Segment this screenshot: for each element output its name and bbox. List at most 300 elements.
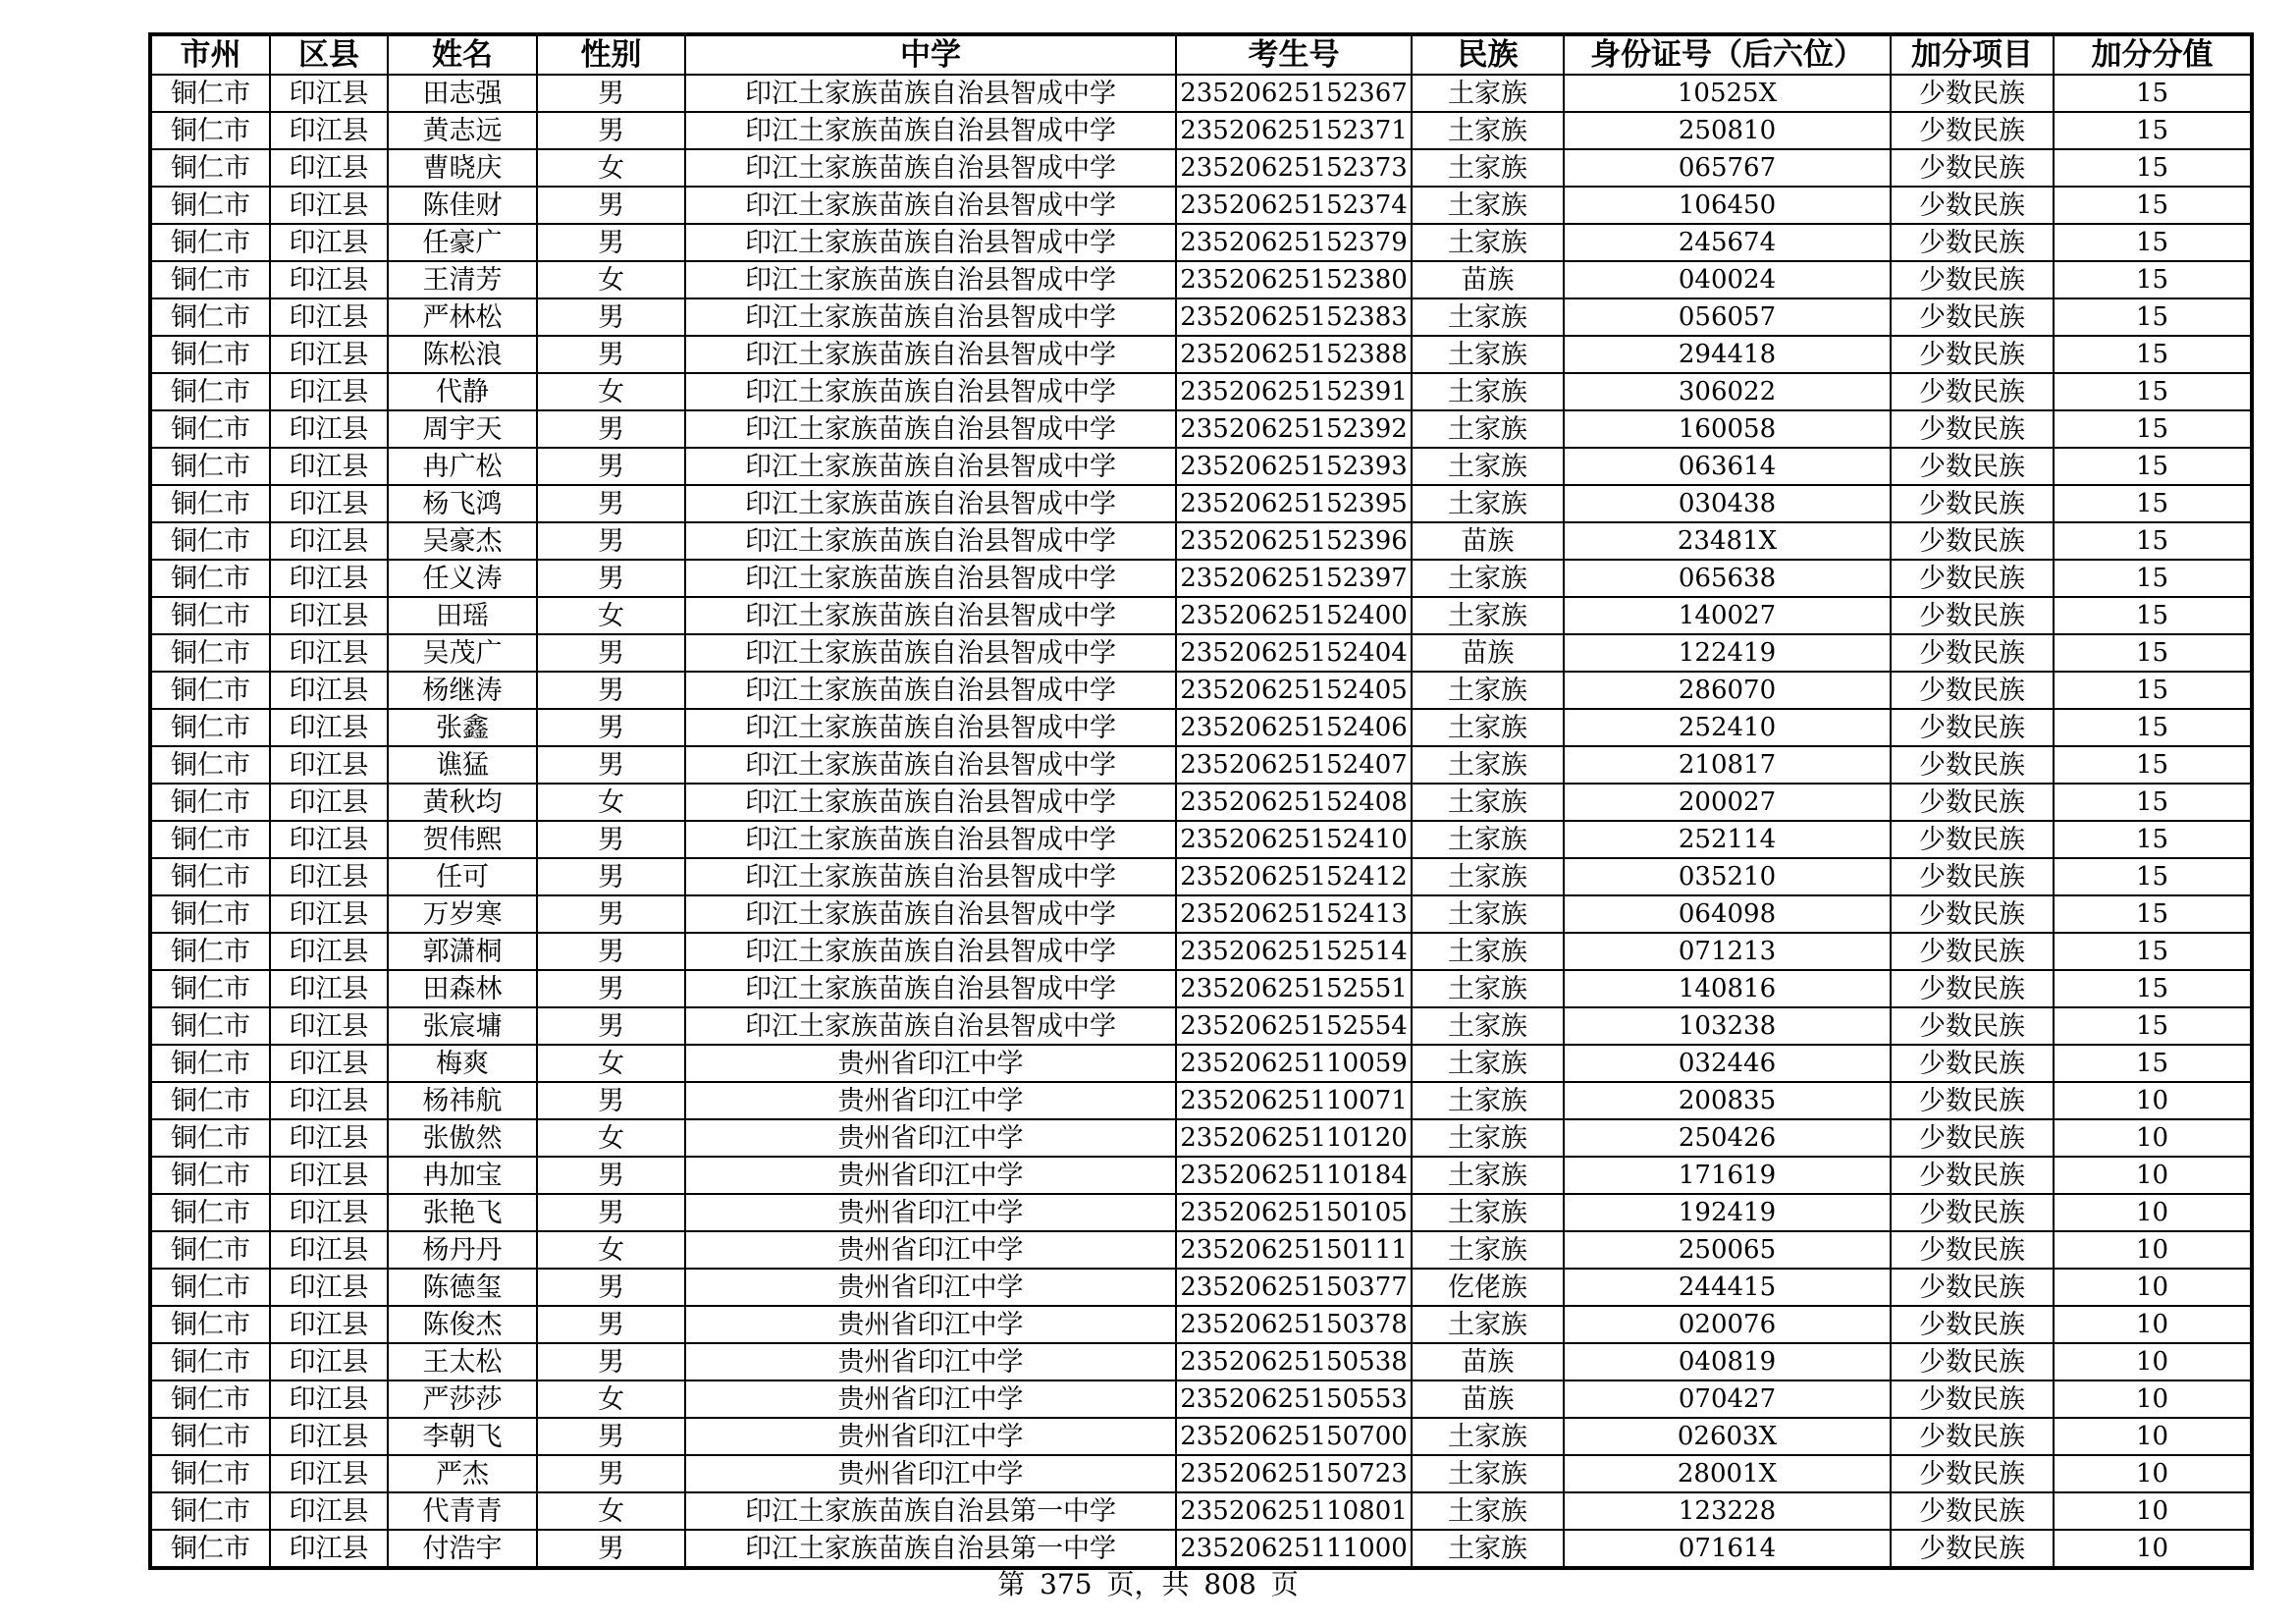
id-last-six-cell: 106450 xyxy=(1564,187,1891,224)
bonus-points-cell: 15 xyxy=(2054,522,2252,560)
bonus-points-cell: 10 xyxy=(2054,1231,2252,1269)
name-cell: 严杰 xyxy=(388,1455,537,1492)
city-cell: 铜仁市 xyxy=(150,1492,270,1530)
bonus-points-cell: 15 xyxy=(2054,1045,2252,1082)
exam-id-cell: 23520625152397 xyxy=(1176,560,1412,597)
gender-cell: 女 xyxy=(537,784,685,821)
gender-cell: 男 xyxy=(537,1007,685,1045)
bonus-points-cell: 10 xyxy=(2054,1492,2252,1530)
exam-id-cell: 23520625152380 xyxy=(1176,261,1412,298)
id-last-six-cell: 056057 xyxy=(1564,298,1891,336)
id-last-six-cell: 020076 xyxy=(1564,1306,1891,1343)
county-cell: 印江县 xyxy=(270,672,388,709)
bonus-points-cell: 15 xyxy=(2054,298,2252,336)
city-cell: 铜仁市 xyxy=(150,410,270,448)
gender-cell: 男 xyxy=(537,1194,685,1231)
city-cell: 铜仁市 xyxy=(150,672,270,709)
exam-id-cell: 23520625152393 xyxy=(1176,448,1412,485)
bonus-points-cell: 10 xyxy=(2054,1380,2252,1418)
gender-cell: 女 xyxy=(537,261,685,298)
school-cell: 印江土家族苗族自治县第一中学 xyxy=(685,1530,1176,1568)
bonus-item-cell: 少数民族 xyxy=(1891,1231,2054,1269)
bonus-points-cell: 10 xyxy=(2054,1418,2252,1455)
name-cell: 冉广松 xyxy=(388,448,537,485)
ethnicity-cell: 土家族 xyxy=(1412,672,1564,709)
name-cell: 张艳飞 xyxy=(388,1194,537,1231)
exam-id-cell: 23520625150538 xyxy=(1176,1343,1412,1380)
name-cell: 杨丹丹 xyxy=(388,1231,537,1269)
exam-id-cell: 23520625152388 xyxy=(1176,336,1412,373)
bonus-item-cell: 少数民族 xyxy=(1891,1380,2054,1418)
bonus-item-cell: 少数民族 xyxy=(1891,1455,2054,1492)
bonus-item-cell: 少数民族 xyxy=(1891,1194,2054,1231)
bonus-item-cell: 少数民族 xyxy=(1891,522,2054,560)
bonus-item-cell: 少数民族 xyxy=(1891,672,2054,709)
county-cell: 印江县 xyxy=(270,1082,388,1119)
bonus-points-cell: 15 xyxy=(2054,895,2252,933)
ethnicity-cell: 土家族 xyxy=(1412,1157,1564,1194)
name-cell: 田瑶 xyxy=(388,597,537,634)
ethnicity-cell: 土家族 xyxy=(1412,75,1564,112)
table-row xyxy=(150,1194,2252,1231)
school-cell: 贵州省印江中学 xyxy=(685,1157,1176,1194)
table-row xyxy=(150,373,2252,410)
table-row xyxy=(150,1045,2252,1082)
county-cell: 印江县 xyxy=(270,112,388,149)
gender-cell: 男 xyxy=(537,933,685,970)
gender-cell: 男 xyxy=(537,1269,685,1306)
ethnicity-cell: 苗族 xyxy=(1412,634,1564,672)
city-cell: 铜仁市 xyxy=(150,187,270,224)
header-bonus-item: 加分项目 xyxy=(1891,34,2054,75)
table-row xyxy=(150,298,2252,336)
county-cell: 印江县 xyxy=(270,1045,388,1082)
city-cell: 铜仁市 xyxy=(150,224,270,261)
bonus-item-cell: 少数民族 xyxy=(1891,597,2054,634)
school-cell: 印江土家族苗族自治县智成中学 xyxy=(685,709,1176,746)
county-cell: 印江县 xyxy=(270,1231,388,1269)
city-cell: 铜仁市 xyxy=(150,746,270,784)
bonus-points-cell: 15 xyxy=(2054,784,2252,821)
name-cell: 严莎莎 xyxy=(388,1380,537,1418)
bonus-points-cell: 15 xyxy=(2054,560,2252,597)
county-cell: 印江县 xyxy=(270,1119,388,1157)
county-cell: 印江县 xyxy=(270,970,388,1007)
exam-id-cell: 23520625150111 xyxy=(1176,1231,1412,1269)
bonus-item-cell: 少数民族 xyxy=(1891,1007,2054,1045)
county-cell: 印江县 xyxy=(270,1343,388,1380)
gender-cell: 男 xyxy=(537,634,685,672)
exam-id-cell: 23520625110120 xyxy=(1176,1119,1412,1157)
name-cell: 任义涛 xyxy=(388,560,537,597)
school-cell: 印江土家族苗族自治县智成中学 xyxy=(685,485,1176,522)
bonus-item-cell: 少数民族 xyxy=(1891,709,2054,746)
table-row xyxy=(150,709,2252,746)
bonus-points-cell: 15 xyxy=(2054,485,2252,522)
gender-cell: 男 xyxy=(537,1530,685,1568)
ethnicity-cell: 土家族 xyxy=(1412,410,1564,448)
table-row xyxy=(150,261,2252,298)
bonus-points-cell: 15 xyxy=(2054,597,2252,634)
city-cell: 铜仁市 xyxy=(150,1269,270,1306)
gender-cell: 男 xyxy=(537,485,685,522)
gender-cell: 男 xyxy=(537,858,685,895)
school-cell: 印江土家族苗族自治县智成中学 xyxy=(685,858,1176,895)
county-cell: 印江县 xyxy=(270,1492,388,1530)
school-cell: 印江土家族苗族自治县智成中学 xyxy=(685,448,1176,485)
name-cell: 陈德玺 xyxy=(388,1269,537,1306)
exam-id-cell: 23520625150378 xyxy=(1176,1306,1412,1343)
city-cell: 铜仁市 xyxy=(150,1082,270,1119)
city-cell: 铜仁市 xyxy=(150,336,270,373)
exam-id-cell: 23520625150553 xyxy=(1176,1380,1412,1418)
id-last-six-cell: 064098 xyxy=(1564,895,1891,933)
gender-cell: 男 xyxy=(537,336,685,373)
header-row xyxy=(150,34,2252,75)
exam-id-cell: 23520625152391 xyxy=(1176,373,1412,410)
id-last-six-cell: 210817 xyxy=(1564,746,1891,784)
bonus-item-cell: 少数民族 xyxy=(1891,485,2054,522)
table-row xyxy=(150,1119,2252,1157)
bonus-points-cell: 10 xyxy=(2054,1269,2252,1306)
ethnicity-cell: 土家族 xyxy=(1412,485,1564,522)
gender-cell: 男 xyxy=(537,821,685,858)
county-cell: 印江县 xyxy=(270,634,388,672)
bonus-points-cell: 15 xyxy=(2054,336,2252,373)
name-cell: 谯猛 xyxy=(388,746,537,784)
gender-cell: 男 xyxy=(537,560,685,597)
table-row xyxy=(150,1231,2252,1269)
city-cell: 铜仁市 xyxy=(150,858,270,895)
exam-id-cell: 23520625152554 xyxy=(1176,1007,1412,1045)
county-cell: 印江县 xyxy=(270,149,388,187)
city-cell: 铜仁市 xyxy=(150,1455,270,1492)
name-cell: 黄志远 xyxy=(388,112,537,149)
id-last-six-cell: 23481X xyxy=(1564,522,1891,560)
ethnicity-cell: 土家族 xyxy=(1412,746,1564,784)
id-last-six-cell: 28001X xyxy=(1564,1455,1891,1492)
header-ethnicity: 民族 xyxy=(1412,34,1564,75)
bonus-item-cell: 少数民族 xyxy=(1891,1119,2054,1157)
bonus-points-cell: 15 xyxy=(2054,224,2252,261)
ethnicity-cell: 苗族 xyxy=(1412,1380,1564,1418)
city-cell: 铜仁市 xyxy=(150,821,270,858)
bonus-points-cell: 15 xyxy=(2054,149,2252,187)
gender-cell: 男 xyxy=(537,522,685,560)
city-cell: 铜仁市 xyxy=(150,112,270,149)
ethnicity-cell: 土家族 xyxy=(1412,1455,1564,1492)
id-last-six-cell: 065767 xyxy=(1564,149,1891,187)
gender-cell: 女 xyxy=(537,1119,685,1157)
bonus-item-cell: 少数民族 xyxy=(1891,1045,2054,1082)
bonus-points-cell: 15 xyxy=(2054,933,2252,970)
school-cell: 印江土家族苗族自治县智成中学 xyxy=(685,895,1176,933)
id-last-six-cell: 250426 xyxy=(1564,1119,1891,1157)
id-last-six-cell: 250810 xyxy=(1564,112,1891,149)
city-cell: 铜仁市 xyxy=(150,1231,270,1269)
header-gender: 性别 xyxy=(537,34,685,75)
exam-id-cell: 23520625152396 xyxy=(1176,522,1412,560)
bonus-item-cell: 少数民族 xyxy=(1891,970,2054,1007)
school-cell: 印江土家族苗族自治县智成中学 xyxy=(685,597,1176,634)
city-cell: 铜仁市 xyxy=(150,970,270,1007)
city-cell: 铜仁市 xyxy=(150,933,270,970)
table-row xyxy=(150,970,2252,1007)
id-last-six-cell: 200835 xyxy=(1564,1082,1891,1119)
name-cell: 陈俊杰 xyxy=(388,1306,537,1343)
city-cell: 铜仁市 xyxy=(150,149,270,187)
school-cell: 贵州省印江中学 xyxy=(685,1306,1176,1343)
school-cell: 印江土家族苗族自治县智成中学 xyxy=(685,746,1176,784)
ethnicity-cell: 土家族 xyxy=(1412,336,1564,373)
school-cell: 贵州省印江中学 xyxy=(685,1380,1176,1418)
bonus-item-cell: 少数民族 xyxy=(1891,336,2054,373)
bonus-item-cell: 少数民族 xyxy=(1891,821,2054,858)
gender-cell: 男 xyxy=(537,1306,685,1343)
exam-id-cell: 23520625110184 xyxy=(1176,1157,1412,1194)
name-cell: 万岁寒 xyxy=(388,895,537,933)
county-cell: 印江县 xyxy=(270,448,388,485)
table-row xyxy=(150,485,2252,522)
gender-cell: 女 xyxy=(537,1380,685,1418)
bonus-item-cell: 少数民族 xyxy=(1891,448,2054,485)
bonus-points-cell: 15 xyxy=(2054,261,2252,298)
exam-id-cell: 23520625152408 xyxy=(1176,784,1412,821)
school-cell: 印江土家族苗族自治县智成中学 xyxy=(685,336,1176,373)
city-cell: 铜仁市 xyxy=(150,1119,270,1157)
county-cell: 印江县 xyxy=(270,933,388,970)
id-last-six-cell: 063614 xyxy=(1564,448,1891,485)
bonus-item-cell: 少数民族 xyxy=(1891,634,2054,672)
table-row xyxy=(150,933,2252,970)
city-cell: 铜仁市 xyxy=(150,1045,270,1082)
ethnicity-cell: 土家族 xyxy=(1412,597,1564,634)
ethnicity-cell: 土家族 xyxy=(1412,709,1564,746)
city-cell: 铜仁市 xyxy=(150,522,270,560)
school-cell: 印江土家族苗族自治县智成中学 xyxy=(685,634,1176,672)
table-row xyxy=(150,75,2252,112)
bonus-item-cell: 少数民族 xyxy=(1891,784,2054,821)
city-cell: 铜仁市 xyxy=(150,895,270,933)
school-cell: 印江土家族苗族自治县智成中学 xyxy=(685,1007,1176,1045)
city-cell: 铜仁市 xyxy=(150,1418,270,1455)
id-last-six-cell: 035210 xyxy=(1564,858,1891,895)
county-cell: 印江县 xyxy=(270,1269,388,1306)
city-cell: 铜仁市 xyxy=(150,373,270,410)
id-last-six-cell: 286070 xyxy=(1564,672,1891,709)
table-row xyxy=(150,410,2252,448)
bonus-item-cell: 少数民族 xyxy=(1891,1306,2054,1343)
school-cell: 印江土家族苗族自治县智成中学 xyxy=(685,298,1176,336)
county-cell: 印江县 xyxy=(270,1455,388,1492)
school-cell: 印江土家族苗族自治县智成中学 xyxy=(685,784,1176,821)
ethnicity-cell: 土家族 xyxy=(1412,858,1564,895)
city-cell: 铜仁市 xyxy=(150,1194,270,1231)
header-county: 区县 xyxy=(270,34,388,75)
school-cell: 印江土家族苗族自治县智成中学 xyxy=(685,261,1176,298)
bonus-item-cell: 少数民族 xyxy=(1891,187,2054,224)
header-name: 姓名 xyxy=(388,34,537,75)
city-cell: 铜仁市 xyxy=(150,485,270,522)
gender-cell: 男 xyxy=(537,709,685,746)
city-cell: 铜仁市 xyxy=(150,1306,270,1343)
name-cell: 杨祎航 xyxy=(388,1082,537,1119)
county-cell: 印江县 xyxy=(270,746,388,784)
bonus-points-cell: 15 xyxy=(2054,75,2252,112)
school-cell: 印江土家族苗族自治县智成中学 xyxy=(685,410,1176,448)
county-cell: 印江县 xyxy=(270,1380,388,1418)
school-cell: 印江土家族苗族自治县智成中学 xyxy=(685,187,1176,224)
gender-cell: 女 xyxy=(537,1492,685,1530)
county-cell: 印江县 xyxy=(270,1194,388,1231)
table-row xyxy=(150,112,2252,149)
name-cell: 梅爽 xyxy=(388,1045,537,1082)
exam-id-cell: 23520625152406 xyxy=(1176,709,1412,746)
id-last-six-cell: 040024 xyxy=(1564,261,1891,298)
gender-cell: 男 xyxy=(537,1343,685,1380)
bonus-points-cell: 15 xyxy=(2054,709,2252,746)
bonus-item-cell: 少数民族 xyxy=(1891,373,2054,410)
bonus-item-cell: 少数民族 xyxy=(1891,560,2054,597)
bonus-item-cell: 少数民族 xyxy=(1891,746,2054,784)
bonus-item-cell: 少数民族 xyxy=(1891,410,2054,448)
table-row xyxy=(150,1492,2252,1530)
table-row xyxy=(150,858,2252,895)
city-cell: 铜仁市 xyxy=(150,709,270,746)
gender-cell: 男 xyxy=(537,1157,685,1194)
id-last-six-cell: 140027 xyxy=(1564,597,1891,634)
ethnicity-cell: 土家族 xyxy=(1412,1082,1564,1119)
exam-id-cell: 23520625110059 xyxy=(1176,1045,1412,1082)
gender-cell: 男 xyxy=(537,895,685,933)
name-cell: 冉加宝 xyxy=(388,1157,537,1194)
table-row xyxy=(150,1082,2252,1119)
school-cell: 印江土家族苗族自治县智成中学 xyxy=(685,373,1176,410)
city-cell: 铜仁市 xyxy=(150,1530,270,1568)
county-cell: 印江县 xyxy=(270,784,388,821)
exam-id-cell: 23520625152367 xyxy=(1176,75,1412,112)
exam-id-cell: 23520625152374 xyxy=(1176,187,1412,224)
county-cell: 印江县 xyxy=(270,1530,388,1568)
name-cell: 代青青 xyxy=(388,1492,537,1530)
ethnicity-cell: 土家族 xyxy=(1412,933,1564,970)
page-number-footer: 第 375 页，共 808 页 xyxy=(997,1568,1299,1600)
bonus-points-cell: 15 xyxy=(2054,187,2252,224)
exam-id-cell: 23520625152410 xyxy=(1176,821,1412,858)
name-cell: 吴豪杰 xyxy=(388,522,537,560)
city-cell: 铜仁市 xyxy=(150,597,270,634)
header-city: 市州 xyxy=(150,34,270,75)
county-cell: 印江县 xyxy=(270,298,388,336)
table-row xyxy=(150,448,2252,485)
gender-cell: 男 xyxy=(537,970,685,1007)
bonus-item-cell: 少数民族 xyxy=(1891,261,2054,298)
county-cell: 印江县 xyxy=(270,187,388,224)
header-school: 中学 xyxy=(685,34,1176,75)
table-row xyxy=(150,895,2252,933)
school-cell: 印江土家族苗族自治县智成中学 xyxy=(685,75,1176,112)
table-row xyxy=(150,1455,2252,1492)
ethnicity-cell: 仡佬族 xyxy=(1412,1269,1564,1306)
school-cell: 贵州省印江中学 xyxy=(685,1194,1176,1231)
exam-id-cell: 23520625152413 xyxy=(1176,895,1412,933)
school-cell: 印江土家族苗族自治县智成中学 xyxy=(685,821,1176,858)
gender-cell: 男 xyxy=(537,1418,685,1455)
bonus-item-cell: 少数民族 xyxy=(1891,75,2054,112)
id-last-six-cell: 071213 xyxy=(1564,933,1891,970)
name-cell: 杨飞鸿 xyxy=(388,485,537,522)
ethnicity-cell: 土家族 xyxy=(1412,1119,1564,1157)
gender-cell: 男 xyxy=(537,1455,685,1492)
id-last-six-cell: 306022 xyxy=(1564,373,1891,410)
city-cell: 铜仁市 xyxy=(150,784,270,821)
county-cell: 印江县 xyxy=(270,485,388,522)
county-cell: 印江县 xyxy=(270,1157,388,1194)
ethnicity-cell: 土家族 xyxy=(1412,298,1564,336)
school-cell: 贵州省印江中学 xyxy=(685,1418,1176,1455)
exam-id-cell: 23520625152551 xyxy=(1176,970,1412,1007)
county-cell: 印江县 xyxy=(270,75,388,112)
name-cell: 吴茂广 xyxy=(388,634,537,672)
name-cell: 张宸墉 xyxy=(388,1007,537,1045)
bonus-points-cell: 15 xyxy=(2054,858,2252,895)
id-last-six-cell: 140816 xyxy=(1564,970,1891,1007)
id-last-six-cell: 252114 xyxy=(1564,821,1891,858)
id-last-six-cell: 032446 xyxy=(1564,1045,1891,1082)
name-cell: 田志强 xyxy=(388,75,537,112)
gender-cell: 女 xyxy=(537,149,685,187)
ethnicity-cell: 土家族 xyxy=(1412,821,1564,858)
county-cell: 印江县 xyxy=(270,336,388,373)
gender-cell: 男 xyxy=(537,1082,685,1119)
exam-id-cell: 23520625152379 xyxy=(1176,224,1412,261)
bonus-points-cell: 10 xyxy=(2054,1082,2252,1119)
ethnicity-cell: 土家族 xyxy=(1412,895,1564,933)
ethnicity-cell: 土家族 xyxy=(1412,112,1564,149)
name-cell: 陈佳财 xyxy=(388,187,537,224)
gender-cell: 女 xyxy=(537,1231,685,1269)
ethnicity-cell: 苗族 xyxy=(1412,1343,1564,1380)
bonus-points-cell: 15 xyxy=(2054,448,2252,485)
school-cell: 印江土家族苗族自治县智成中学 xyxy=(685,933,1176,970)
exam-id-cell: 23520625152412 xyxy=(1176,858,1412,895)
city-cell: 铜仁市 xyxy=(150,448,270,485)
bonus-item-cell: 少数民族 xyxy=(1891,1157,2054,1194)
table-row xyxy=(150,1007,2252,1045)
exam-id-cell: 23520625152407 xyxy=(1176,746,1412,784)
gender-cell: 女 xyxy=(537,1045,685,1082)
name-cell: 杨继涛 xyxy=(388,672,537,709)
city-cell: 铜仁市 xyxy=(150,298,270,336)
county-cell: 印江县 xyxy=(270,1418,388,1455)
id-last-six-cell: 070427 xyxy=(1564,1380,1891,1418)
bonus-item-cell: 少数民族 xyxy=(1891,1530,2054,1568)
county-cell: 印江县 xyxy=(270,709,388,746)
table-row xyxy=(150,560,2252,597)
id-last-six-cell: 040819 xyxy=(1564,1343,1891,1380)
ethnicity-cell: 苗族 xyxy=(1412,522,1564,560)
city-cell: 铜仁市 xyxy=(150,75,270,112)
name-cell: 付浩宇 xyxy=(388,1530,537,1568)
gender-cell: 男 xyxy=(537,672,685,709)
county-cell: 印江县 xyxy=(270,895,388,933)
bonus-item-cell: 少数民族 xyxy=(1891,1343,2054,1380)
city-cell: 铜仁市 xyxy=(150,261,270,298)
school-cell: 印江土家族苗族自治县智成中学 xyxy=(685,672,1176,709)
bonus-points-cell: 15 xyxy=(2054,373,2252,410)
id-last-six-cell: 122419 xyxy=(1564,634,1891,672)
gender-cell: 男 xyxy=(537,298,685,336)
